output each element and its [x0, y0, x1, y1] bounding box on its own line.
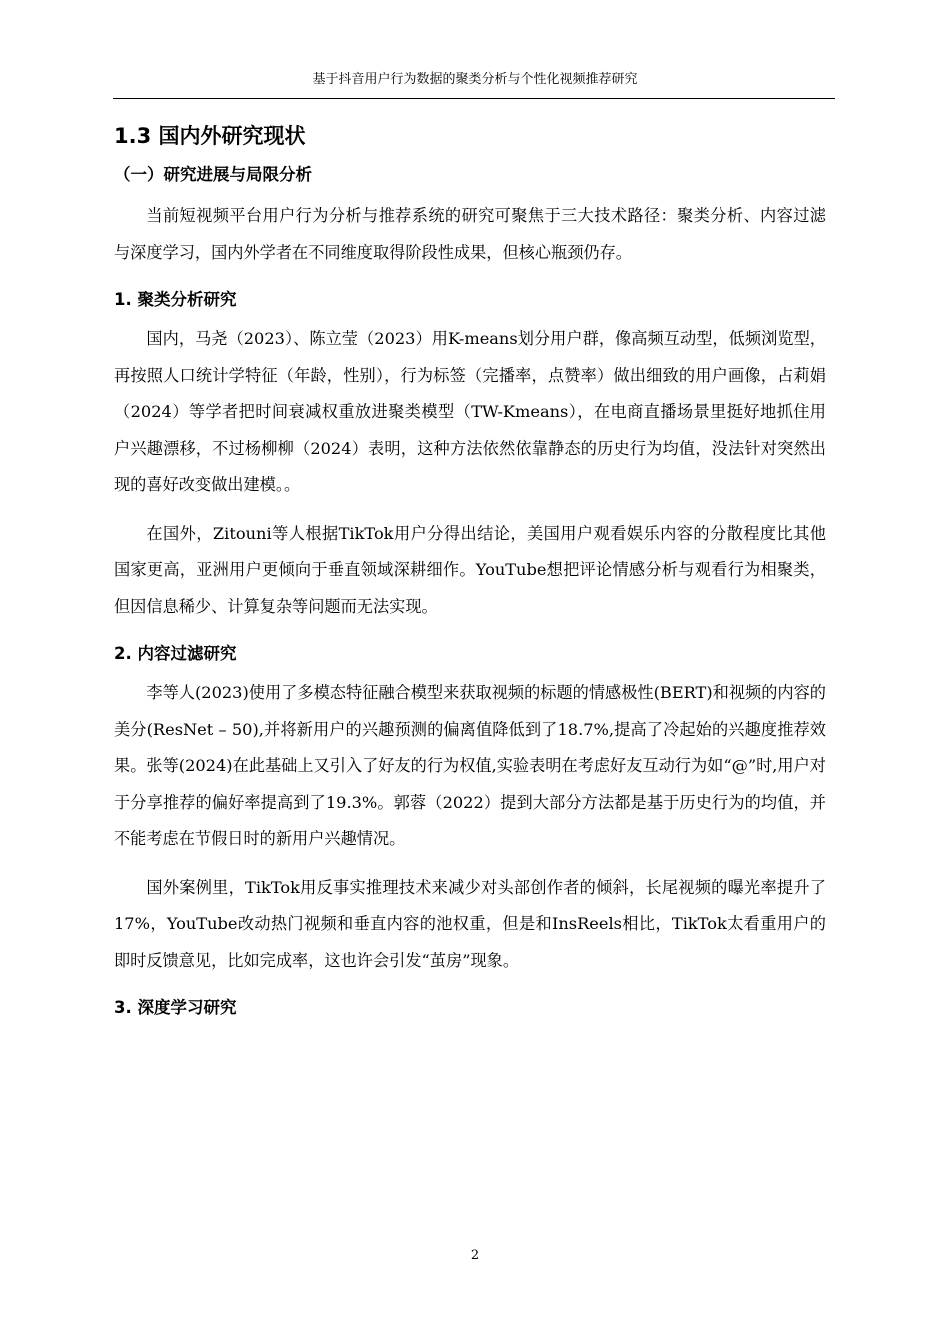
section-title: 1.3 国内外研究现状: [114, 124, 306, 148]
intro-paragraph: 当前短视频平台用户行为分析与推荐系统的研究可聚焦于三大技术路径：聚类分析、内容过滤与深度学习，国内外学者在不同维度取得阶段性成果，但核心瓶颈仍存。: [114, 206, 826, 262]
paragraph-clustering-foreign: 在国外，Zitouni等人根据TikTok用户分得出结论，美国用户观看娱乐内容的分散程度比其他国家更高，亚洲用户更倾向于垂直领域深耕细作。YouTube想把评论情感分析与观看行为相聚类，但因信息稀少、计算复杂等问题而无法实现。: [114, 523, 826, 616]
page-number: 2: [470, 1248, 480, 1263]
paragraph-content-filtering-domestic: 李等人(2023)使用了多模态特征融合模型来获取视频的标题的情感极性(BERT)和视频的内容的美分(ResNet – 50),并将新用户的兴趣预测的偏离值降低到了18.7%,提高了冷起始的兴趣度推荐效果。张等(2024)在此基础上又引入了好友的行为权值,实验表明在考虑好友互动行为如“@”时,用户对于分享推荐的偏好率提高到了19.3%。郭蓉（2022）提到大部分方法都是基于历史行为的均值，并不能考虑在节假日时的新用户兴趣情况。: [114, 683, 826, 848]
paragraph-content-filtering-foreign: 国外案例里，TikTok用反事实推理技术来减少对头部创作者的倾斜，长尾视频的曝光率提升了17%，YouTube改动热门视频和垂直内容的池权重，但是和InsReels相比，TikTok太看重用户的即时反馈意见，比如完成率，这也许会引发“茧房”现象。: [114, 877, 826, 970]
subsection-title: （一）研究进展与局限分析: [114, 165, 312, 184]
item-heading-clustering: 1. 聚类分析研究: [114, 290, 237, 309]
item-heading-content-filtering: 2. 内容过滤研究: [114, 644, 237, 663]
running-header: 基于抖音用户行为数据的聚类分析与个性化视频推荐研究: [312, 72, 638, 87]
header-rule: [113, 98, 835, 99]
paragraph-clustering-domestic: 国内，马尧（2023）、陈立莹（2023）用K-means划分用户群，像高频互动型，低频浏览型，再按照人口统计学特征（年龄，性别），行为标签（完播率，点赞率）做出细致的用户画像，占莉娟（2024）等学者把时间衰减权重放进聚类模型（TW-Kmeans），在电商直播场景里挺好地抓住用户兴趣漂移，不过杨柳柳（2024）表明，这种方法依然依靠静态的历史行为均值，没法针对突然出现的喜好改变做出建模。。: [114, 329, 826, 494]
item-heading-deep-learning: 3. 深度学习研究: [114, 998, 237, 1017]
page-content: [114, 116, 826, 1025]
